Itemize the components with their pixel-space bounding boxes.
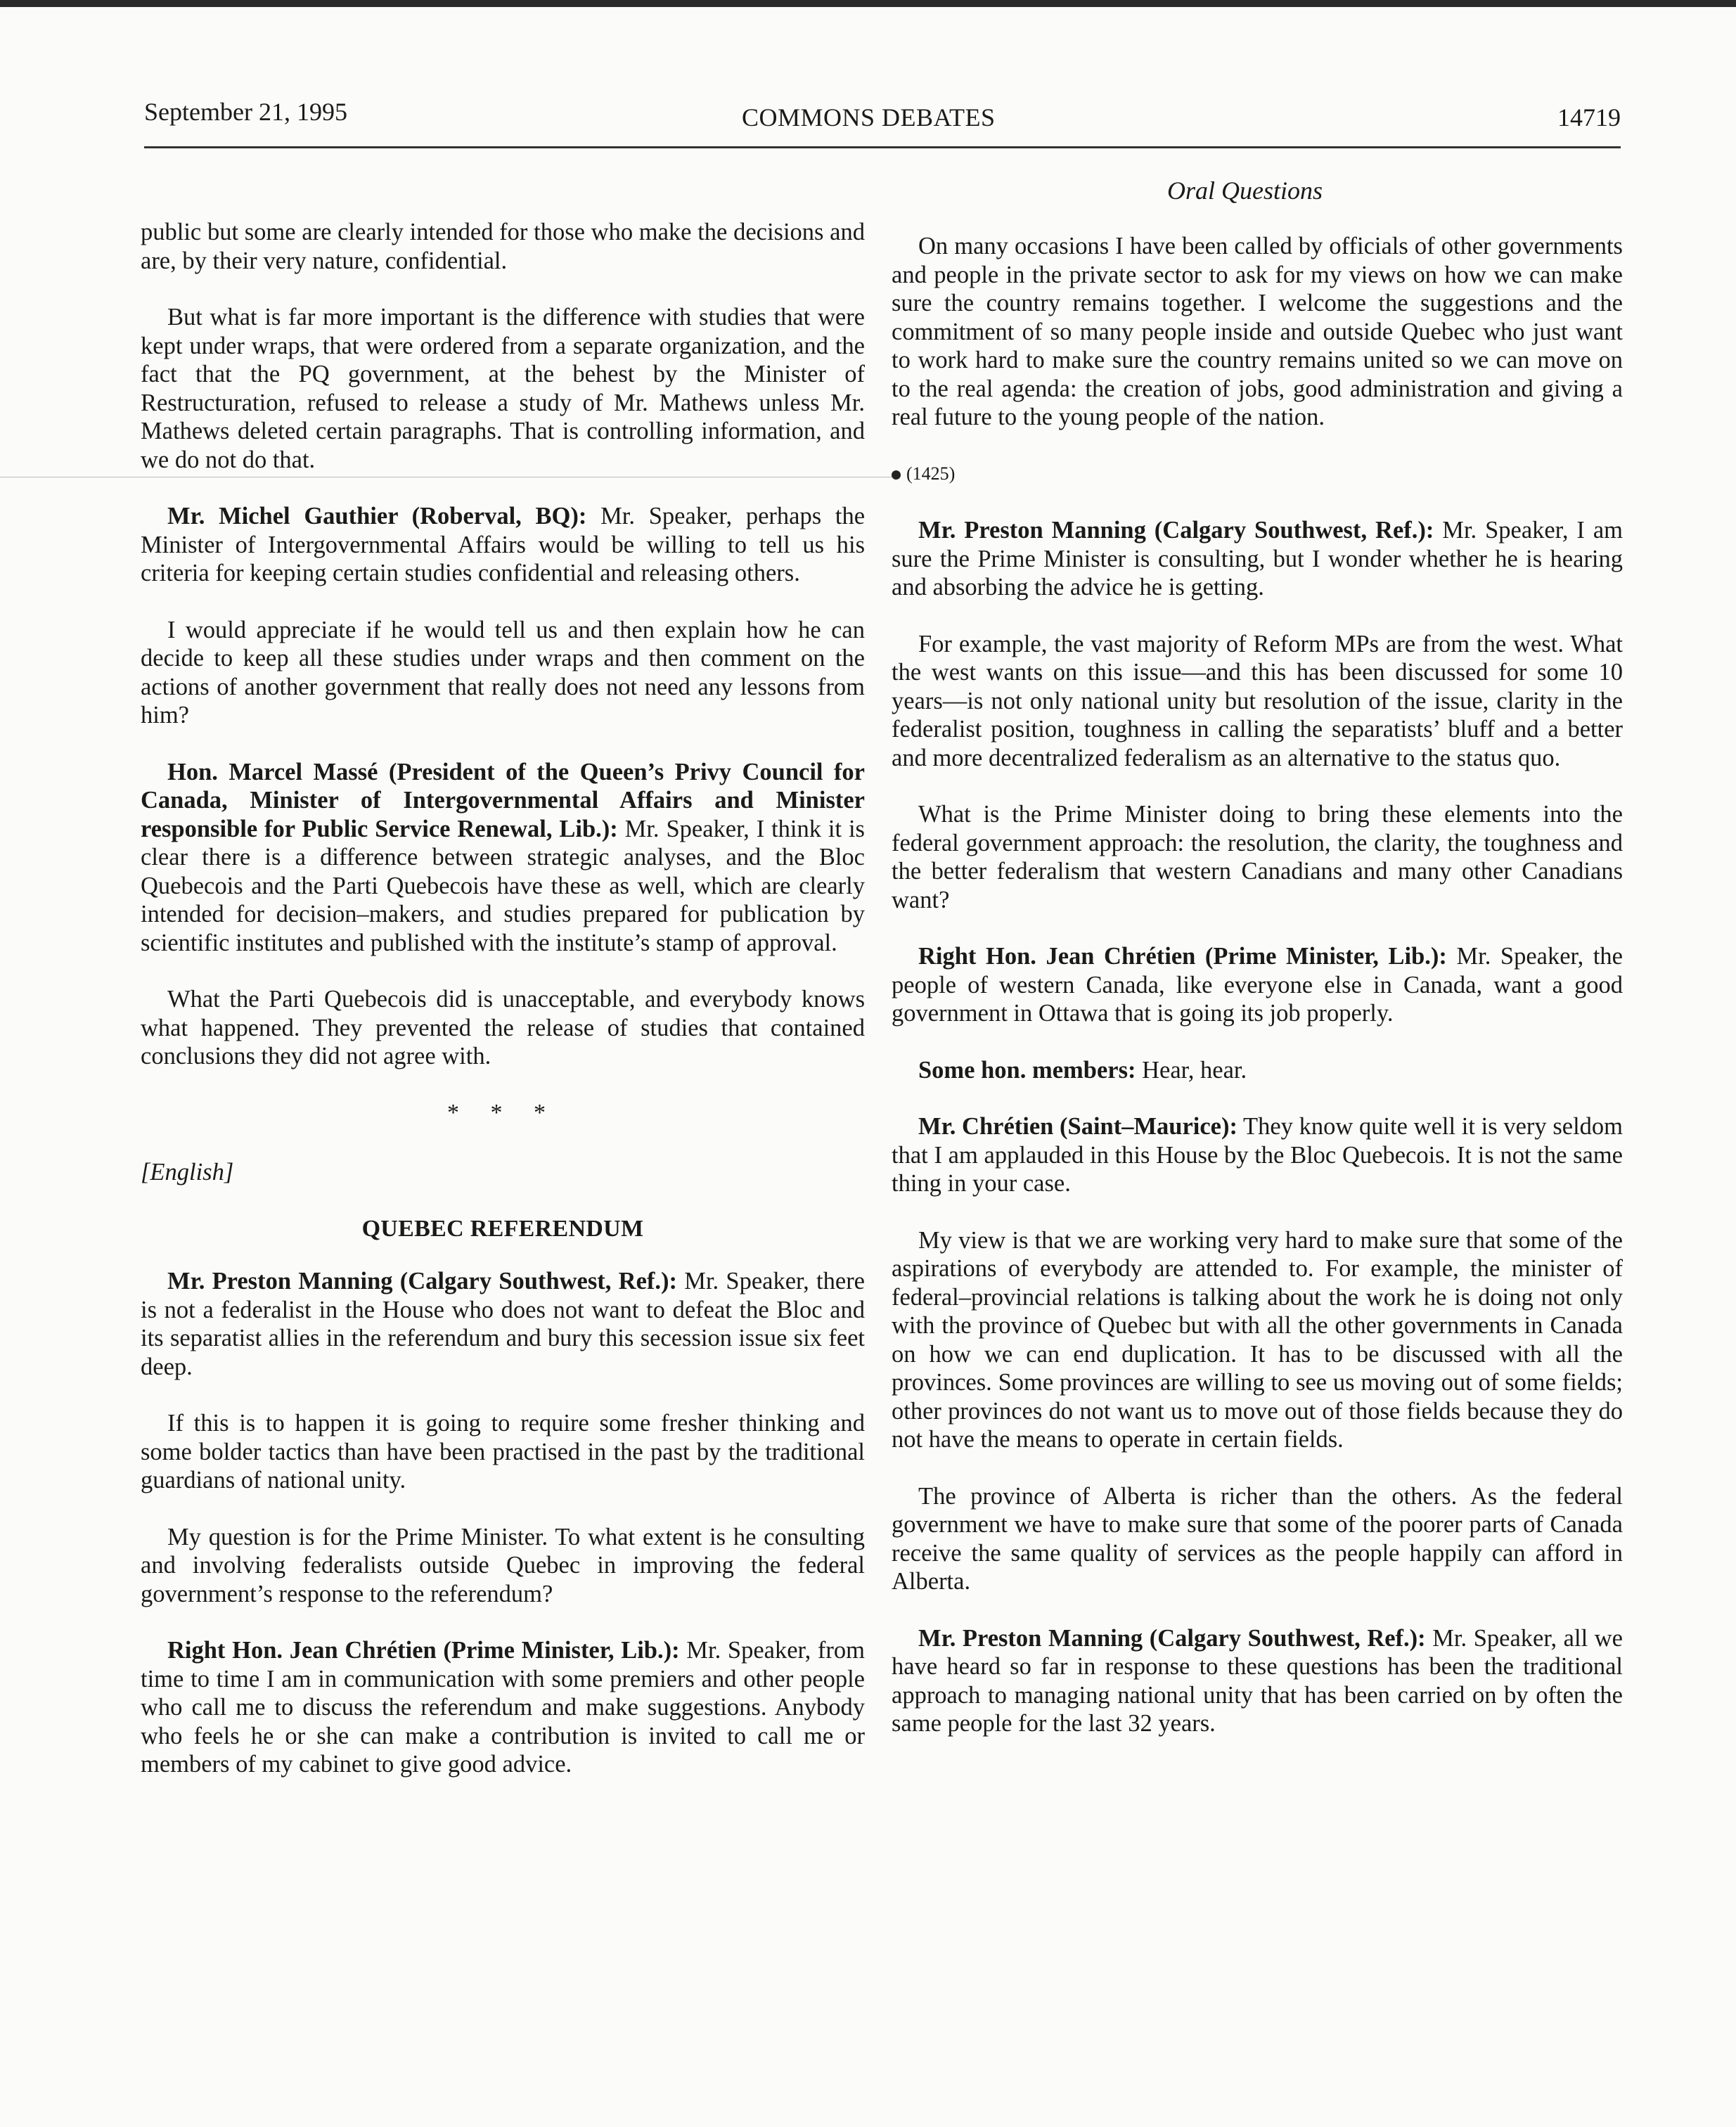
- speaker-name: Right Hon. Jean Chrétien (Prime Minister, Lib.):: [918, 943, 1447, 970]
- section-separator: * * *: [447, 1099, 558, 1126]
- speech-text: Mr. Speaker, perhaps the Minister of Intergovernmental Affairs would be willing to tell us his criteria for keeping certain studies confidential and releasing others.: [141, 503, 866, 586]
- speaker-name: Mr. Michel Gauthier (Roberval, BQ):: [167, 503, 587, 529]
- speaker-name: Some hon. members:: [918, 1056, 1136, 1084]
- paragraph: On many occasions I have been called by officials of other governments and people in the private sector to ask for my views on how we can make sure the country remains together. I welcome the suggestions and the commitment of so many people inside and outside Quebec who just want to work hard to make sure the country remains united so we can move on to the real agenda: the creation of jobs, good administration and giving a real future to the young people of the nation.: [892, 233, 1623, 430]
- speaker-name: Mr. Chrétien (Saint–Maurice):: [918, 1113, 1237, 1140]
- paragraph: public but some are clearly intended for those who make the decisions and are, by their very nature, confidential.: [141, 219, 865, 274]
- section-label: Oral Questions: [1167, 176, 1323, 205]
- paragraph: [141, 502, 865, 588]
- header-title: COMMONS DEBATES: [742, 103, 996, 131]
- paragraph: My question is for the Prime Minister. To what extent is he consulting and involving federalists outside Quebec in improving the federal government’s response to the referendum?: [141, 1523, 865, 1607]
- paragraph: But what is far more important is the difference with studies that were kept under wraps, that were ordered from a separate organization, and the fact that the PQ government, at the behest by the Minister of Restructuration, refused to release a study of Mr. Mathews unless Mr. Mathews deleted certain paragraphs. That is controlling information, and we do not do that.: [141, 304, 865, 473]
- speaker-name: Mr. Preston Manning (Calgary Southwest, Ref.):: [918, 517, 1434, 544]
- paragraph: [141, 1636, 865, 1779]
- section-heading: QUEBEC REFERENDUM: [361, 1215, 644, 1242]
- speech-text: Mr. Speaker, the people of western Canada, like everyone else in Canada, want a good government in Ottawa that is going its job properly.: [892, 943, 1623, 1027]
- paragraph: [892, 516, 1623, 602]
- speech-text: Mr. Speaker, I think it is clear there is a difference between strategic analyses, and the Bloc Quebecois and the Parti Quebecois have these as well, which are clearly intended for decision–makers, and studies prepared for publication by scientific institutes and published with the institute’s stamp of approval.: [141, 815, 865, 956]
- paragraph: [892, 1112, 1623, 1198]
- paragraph: [892, 1624, 1623, 1738]
- speaker-name: Right Hon. Jean Chrétien (Prime Minister, Lib.):: [167, 1637, 680, 1664]
- paragraph: My view is that we are working very hard to make sure that some of the aspirations of everybody are attended to. For example, the minister of federal–provincial relations is talking about the work he is doing not only with the province of Quebec but with all the other governments in Canada on how we can end duplication. It has to be discussed with all the provinces. Some provinces are willing to see us moving out of some fields; other provinces do not want us to move out of those fields because they do not have the means to operate in certain fields.: [892, 1226, 1623, 1453]
- language-marker: [English]: [141, 1159, 234, 1185]
- header-rule: [144, 146, 1621, 148]
- speaker-name: Mr. Preston Manning (Calgary Southwest, Ref.):: [167, 1268, 677, 1294]
- paragraph: The province of Alberta is richer than the others. As the federal government we have to make sure that some of the poorer parts of Canada receive the same quality of services as the people happily can afford in Alberta.: [892, 1482, 1623, 1595]
- paragraph: [892, 1056, 1623, 1085]
- paragraph: If this is to happen it is going to require some fresher thinking and some bolder tactics than have been practised in the past by the traditional guardians of national unity.: [141, 1410, 865, 1493]
- paragraph: [892, 942, 1623, 1028]
- paragraph: [141, 758, 865, 958]
- header-date: September 21, 1995: [144, 98, 347, 126]
- paragraph: What the Parti Quebecois did is unacceptable, and everybody knows what happened. They prevented the release of studies that contained conclusions they did not agree with.: [141, 986, 865, 1069]
- paragraph: For example, the vast majority of Reform MPs are from the west. What the west wants on this issue—and this has been discussed for some 10 years—is not only national unity but resolution of the issue, clarity in the federalist position, toughness in calling the separatists’ bluff and a better and more decentralized federalism as an alternative to the status quo.: [892, 630, 1623, 771]
- right-column: [892, 232, 1623, 1766]
- header-page-number: 14719: [1557, 103, 1621, 131]
- left-column: [141, 218, 865, 1807]
- paragraph: [141, 1267, 865, 1381]
- bullet-icon: [892, 470, 901, 480]
- timestamp: [892, 460, 1623, 489]
- paragraph: I would appreciate if he would tell us and then explain how he can decide to keep all these studies under wraps and then comment on the actions of another government that really does not need any lessons from him?: [141, 616, 865, 728]
- speech-text: Mr. Speaker, there is not a federalist in the House who does not want to defeat the Bloc and its separatist allies in the referendum and bury this secession issue six feet deep.: [141, 1268, 865, 1380]
- scan-top-edge: [0, 0, 1736, 7]
- speech-text: Mr. Speaker, I am sure the Prime Minister is consulting, but I wonder whether he is hearing and absorbing the advice he is getting.: [892, 517, 1623, 600]
- speech-text: Hear, hear.: [1136, 1056, 1247, 1084]
- page-header: [144, 97, 1621, 139]
- speech-text: They know quite well it is very seldom that I am applauded in this House by the Bloc Quebecois. It is not the same thing in your case.: [892, 1113, 1623, 1197]
- timestamp-text: (1425): [906, 463, 956, 484]
- speech-text: Mr. Speaker, from time to time I am in communication with some premiers and other people who call me to discuss the referendum and make suggestions. Anybody who feels he or she can make a contribution is invited to call me or members of my cabinet to give good advice.: [141, 1637, 865, 1778]
- speech-text: Mr. Speaker, all we have heard so far in response to these questions has been the traditional approach to managing national unity that has been carried on by often the same people for the last 32 years.: [892, 1624, 1623, 1737]
- paragraph: What is the Prime Minister doing to bring these elements into the federal government approach: the resolution, the clarity, the toughness and the better federalism that western Canadians and many other Canadians want?: [892, 801, 1623, 913]
- speaker-name: Mr. Preston Manning (Calgary Southwest, Ref.):: [918, 1624, 1426, 1652]
- speaker-name: Hon. Marcel Massé (President of the Queen’s Privy Council for Canada, Minister of Intergovernmental Affairs and Minister responsible for Public Service Renewal, Lib.):: [141, 758, 865, 842]
